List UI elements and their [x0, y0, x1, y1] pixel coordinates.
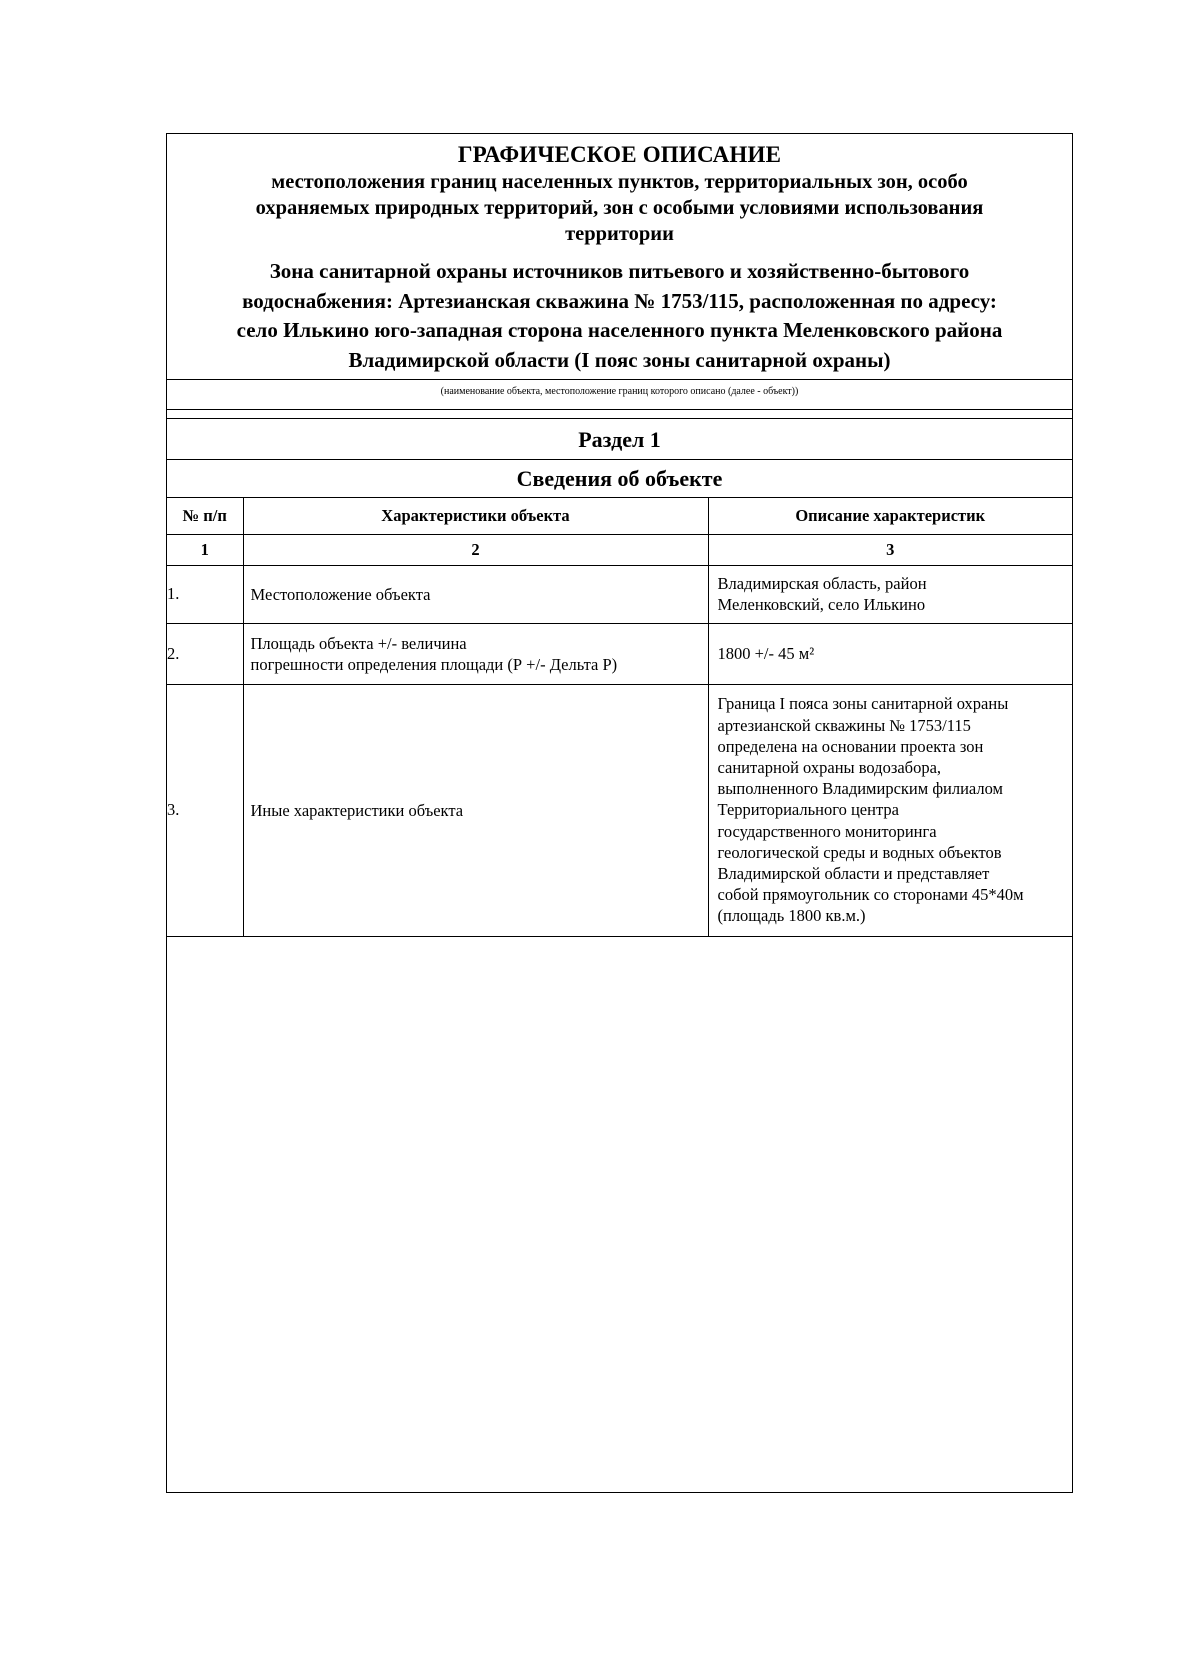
document-subtitle: [167, 169, 1072, 247]
table-header-row: [167, 498, 1072, 534]
row-description: [708, 623, 1072, 684]
header-characteristics: Характеристики объекта: [243, 498, 708, 534]
section-title: Раздел 1: [167, 419, 1072, 460]
row-characteristic: Иные характеристики объекта: [243, 684, 708, 936]
object-name-line: Зона санитарной охраны источников питьевого и хозяйственно-бытового: [269, 259, 970, 283]
object-name-line: село Илькино юго-западная сторона населенного пункта Меленковского района: [236, 318, 1003, 342]
row-number: 1.: [167, 565, 243, 623]
header-description: Описание характеристик: [708, 498, 1072, 534]
row-number: 2.: [167, 623, 243, 684]
table-row: [167, 684, 1072, 936]
document-header: [167, 134, 1072, 380]
row-description: Граница I пояса зоны санитарной охраны артезианской скважины № 1753/115 определена на основании проекта зон санитарной охраны водозабора, выполненного Владимирским филиалом Территориального центра государственного мониторинга геологической среды и водных объектов Владимирской области и представляет собой прямоугольник со сторонами 45*40м (площадь 1800 кв.м.): [708, 684, 1072, 936]
row-characteristic: Площадь объекта +/- величина погрешности определения площади (Р +/- Дельта Р): [243, 623, 708, 684]
spacer-row: [167, 410, 1072, 419]
row-description: Владимирская область, район Меленковский, село Илькино: [708, 565, 1072, 623]
table-row: [167, 623, 1072, 684]
table-row: [167, 565, 1072, 623]
document-title: ГРАФИЧЕСКОЕ ОПИСАНИЕ: [457, 142, 782, 167]
subtitle-line: территории: [565, 223, 674, 245]
object-info-table: [167, 498, 1072, 937]
column-number: 2: [243, 534, 708, 565]
column-number: 1: [167, 534, 243, 565]
subtitle-line: охраняемых природных территорий, зон с особыми условиями использования: [255, 197, 984, 219]
row-number: 3.: [167, 684, 243, 936]
header-number: № п/п: [167, 498, 243, 534]
object-name-line: водоснабжения: Артезианская скважина № 1753/115, расположенная по адресу:: [242, 288, 997, 313]
subtitle-line: местоположения границ населенных пунктов, территориальных зон, особо: [271, 171, 968, 193]
column-number: 3: [708, 534, 1072, 565]
row-characteristic: Местоположение объекта: [243, 565, 708, 623]
object-name-line: Владимирской области (I пояс зоны санитарной охраны): [348, 347, 891, 372]
info-title: Сведения об объекте: [167, 460, 1072, 498]
document-frame: [166, 133, 1073, 1493]
object-caption: (наименование объекта, местоположение границ которого описано (далее - объект)): [167, 380, 1072, 410]
column-number-row: [167, 534, 1072, 565]
area-value: 1800 +/- 45 м²: [717, 644, 815, 663]
object-name: [167, 257, 1072, 375]
